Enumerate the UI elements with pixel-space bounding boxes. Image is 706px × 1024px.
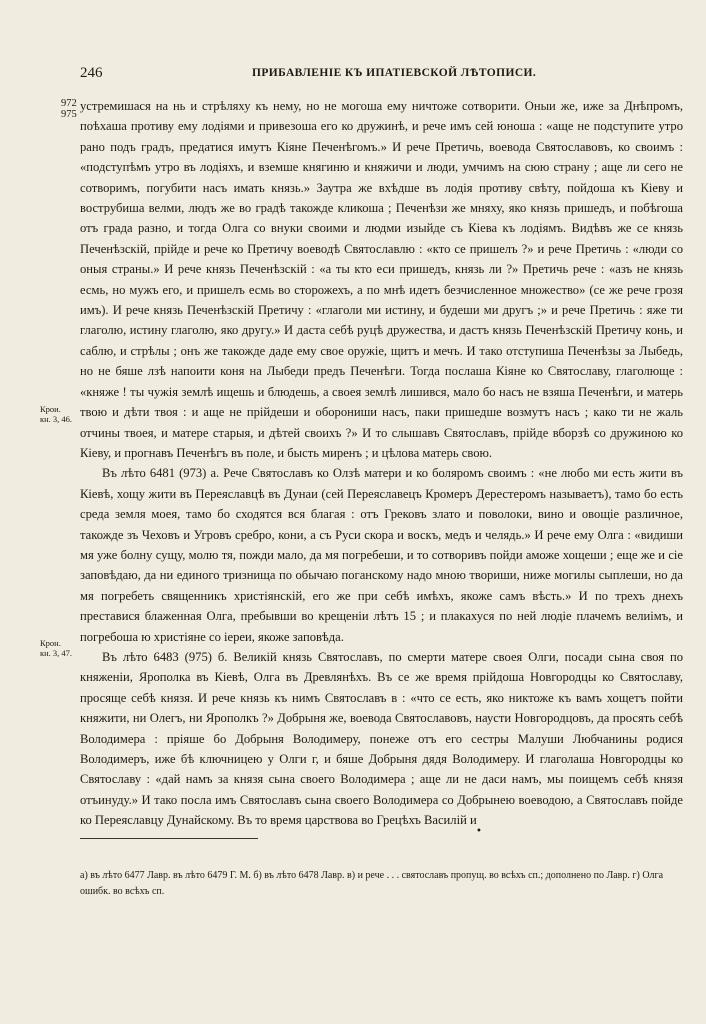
margin-year-range — [61, 98, 77, 120]
margin-reference-1-book: кн. 3, 46. — [40, 414, 73, 424]
footnote-rule — [80, 838, 258, 839]
margin-year-start: 972 — [61, 98, 77, 109]
footnotes — [80, 868, 683, 900]
running-title: ПРИБАВЛЕНІЕ КЪ ИПАТІЕВСКОЙ ЛѢТОПИСИ. — [252, 67, 537, 79]
footnote-line: а) въ лѣто 6477 Лавр. въ лѣто 6479 Г. М. б) въ лѣто 6478 Лавр. в) и рече . . . святославъ пропущ. во всѣхъ сп.; дополнено по Лавр. г) Олга ошибк. во всѣхъ сп. — [80, 870, 664, 897]
paragraph-2: Въ лѣто 6481 (973) а. Рече Святославъ ко Олзѣ матери и ко боляромъ своимъ : «не любо ми есть жити въ Кіевѣ, хощу жити въ Переяславцѣ въ Дунаи (сей Переяславецъ Кромеръ Дерестеромъ называетъ), тамо бо есть среда земля моея, тамо бо сходятся вся благая : отъ Грековъ злато и поволоки, вино и овощіе различное, такожде зъ Чеховъ и Угровъ сребро, кони, а съ Руси скора и воскъ, медъ и челядь.» И рече ему Олга : «видиши мя уже болну сущу, молю тя, пожди мало, да мя погребеши, и то сотворивъ пойди аможе хощеши ; еще же и сіе заповѣдаю, да ни единого тризнища по обычаю поганскому надо мною твориши, ниже могилы сыплеши, но да мя погребеть священникъ христіянскій, его же при себѣ имѣхъ, якоже самъ вѣсть.» И по трехъ днехъ преставися блаженная Олга, пребывши во крещеніи лѣтъ 15 ; и плакахуся по ней людіе плачемъ велиімъ, и погребоша ю христіяне со іереи, якоже заповѣда. — [80, 466, 683, 644]
margin-reference-2-source: Крон. — [40, 638, 61, 648]
decorative-dot: • — [476, 826, 482, 837]
paragraph-3: Въ лѣто 6483 (975) б. Великій князь Святославъ, по смерти матере своея Олги, посади сына своя по княженіи, Ярополка въ Кіевѣ, Олга въ Древлянѣхъ. Въ се же время прійдоша Новгородцы ко Святославу, просяще себѣ князя. И рече князь къ нимъ Святославъ в : «что се есть, яко никтоже къ вамъ хощетъ пойти княжити, ни Олегъ, ни Ярополкъ ?» Добрыня же, воевода Святославовъ, наусти Новгородцовъ, да просять себѣ Володимера : пріяше бо Добрыня Володимеру, понеже отъ его сестры Малуши Любчанины родися Володимеръ, иже бѣ ключницею у Олги г, и бяше Добрыня дядя Володимеру. И глаголаша Новгородцы ко Святославу : «дай намъ за князя сына своего Володимера ; аще ли не даси намъ, мы поищемъ себѣ князя отъинуду.» И тако посла имъ Святославъ сына своего Володимера со Добрынею воеводою, а Святославъ пойде ко Переяславцу Дунайскому. Въ то время царствова во Грецѣхъ Василій и — [80, 649, 683, 828]
page-number: 246 — [80, 65, 103, 81]
margin-reference-1 — [40, 404, 72, 424]
paragraph-1: устремишася на нь и стрѣляху къ нему, но не могоша ему ничтоже сотворити. Оныи же, иже за Днѣпромъ, поѣхаша противу ему лодіями и привезоша его ко дружинѣ, и рече имъ сей юноша : «аще не подступите утро рано подъ градъ, предатися имутъ Кіяне Печенѣгомъ.» И рече Претичь, воевода Святославовъ, ко своимъ : «подступѣмъ утро въ лодіяхъ, и вземше княгиню и княжичи и люди, умчимъ на сюю страну ; аще ли сего не сотворимъ, погубити насъ имать князь.» Заутра же вхѣдше въ лодія противу свѣту, пойдоша къ Кіеву и вострубиша велми, людъ же во градѣ такожде кликоша ; Печенѣзи же мняху, яко князь пришедъ, и побѣгоша отъ града разно, и тогда Олга со внуки своими и людми изыйде съ Кіева къ лодіямъ. Видѣвъ же се князь Печенѣзскій, прійде и рече ко Претичу воеводѣ Святославлю : «кто се пришелъ ?» и рече Претичь : «люди со оныя страны.» И рече князь Печенѣзскій : «а ты кто еси пришедъ, князь ли ?» Претичь рече : «азъ не князь есмь, но мужъ его, и пришелъ есмь во сторожехъ, а по мнѣ идетъ безчисленное множество» (се же рече грозя имъ). И рече князь Печенѣзскій Претичу : «глаголи ми истину, и будеши ми другъ ;» и рече Претичь : яже ти глаголю, истину глаголю, яко другу.» И даста себѣ руцѣ дружества, и дастъ князь Печенѣзскій Претичу конь, и саблю, и стрѣлы ; онъ же такожде даде ему свое оружіе, щитъ и мечъ. И тако отступиша Печенѣзы за Лыбедь, но не бяше лзѣ напоити коня на Лыбеди предъ Печенѣги. Тогда послаша Кіяне ко Святославу, глаголюще : «княже ! ты чужія землѣ ищешь и блюдешь, а своея землѣ лишився, мало бо насъ не взяша Печенѣги, и матерь твою и дѣти твоя : и аще не прійдеши и оборониши насъ, паки пришедше возмутъ насъ ; како ти не жаль отчины твоея, и матере старыя, и дѣтей своихъ ?» И то слышавъ Святославъ, прійде вборзѣ со дружиною ко Кіеву, и прогнавъ Печенѣгъ въ поле, и бысть миренъ ; и цѣлова матерь свою. — [80, 99, 683, 460]
margin-reference-2-book: кн. 3, 47. — [40, 648, 73, 658]
margin-reference-1-source: Крои. — [40, 404, 61, 414]
main-text — [80, 96, 683, 831]
margin-year-end: 975 — [61, 109, 77, 120]
margin-reference-2 — [40, 638, 72, 658]
